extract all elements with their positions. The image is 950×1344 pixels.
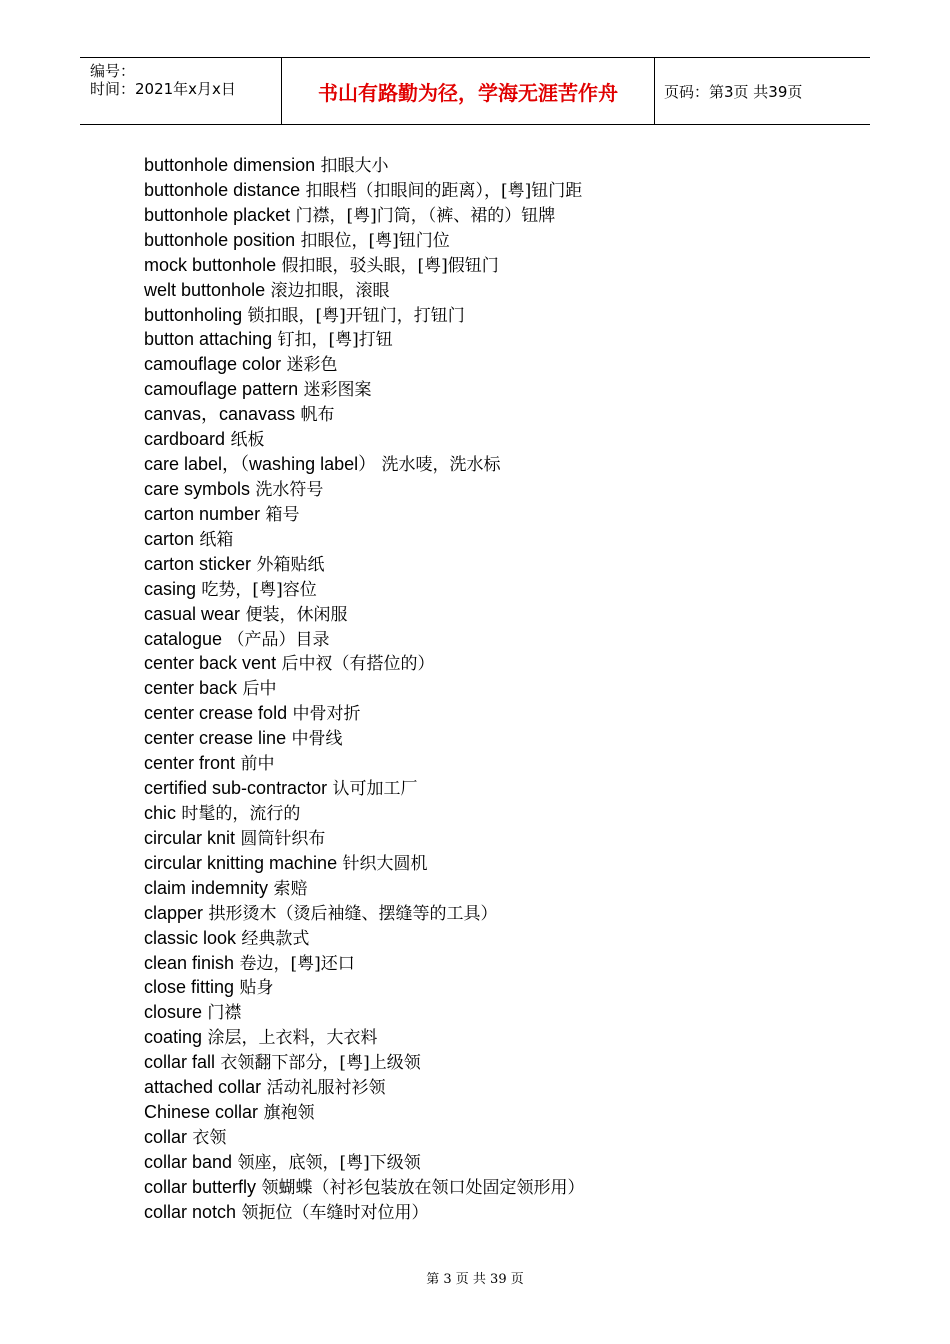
entry-english-term: buttonhole placket — [144, 204, 291, 225]
glossary-entry — [144, 1075, 904, 1100]
glossary-entry — [144, 377, 904, 402]
entry-chinese-translation: 滚边扣眼，滚眼 — [265, 280, 390, 301]
glossary-entry — [144, 926, 904, 951]
entry-chinese-translation: 后中衩（有搭位的） — [276, 654, 435, 675]
entry-chinese-translation: 洗水符号 — [250, 479, 324, 500]
entry-english-term: buttonholing — [144, 304, 243, 325]
entry-chinese-translation: 外箱贴纸 — [251, 554, 325, 575]
entry-chinese-translation: 扣眼档（扣眼间的距离），[粤]钮门距 — [300, 180, 583, 201]
entry-chinese-translation: 活动礼服衬衫领 — [261, 1078, 386, 1099]
glossary-entry — [144, 1050, 904, 1075]
entry-chinese-translation: 针织大圆机 — [337, 853, 428, 874]
glossary-entry — [144, 228, 904, 253]
entry-chinese-translation: 领扼位（车缝时对位用） — [236, 1202, 429, 1223]
entry-chinese-translation: 门襟，[粤]门筒，（裤、裙的）钮牌 — [290, 205, 556, 226]
glossary-entry — [144, 751, 904, 776]
glossary-entry — [144, 527, 904, 552]
entry-chinese-translation: （产品）目录 — [222, 629, 330, 650]
entry-english-term: collar — [144, 1126, 188, 1147]
glossary-entry — [144, 901, 904, 926]
glossary-entry — [144, 975, 904, 1000]
entry-english-term: circular knit — [144, 827, 236, 848]
entry-english-term: catalogue — [144, 628, 223, 649]
entry-chinese-translation: 涂层，上衣料，大衣料 — [202, 1028, 378, 1049]
glossary-entry — [144, 676, 904, 701]
entry-english-term: care symbols — [144, 478, 251, 499]
glossary-entry — [144, 627, 904, 652]
entry-chinese-translation: 衣领 — [187, 1127, 227, 1148]
entry-english-term: closure — [144, 1002, 203, 1023]
entry-chinese-translation: 门襟 — [202, 1003, 242, 1024]
glossary-entry — [144, 253, 904, 278]
glossary-entry — [144, 1200, 904, 1225]
entry-english-term: camouflage pattern — [144, 379, 299, 400]
entry-chinese-translation: 贴身 — [234, 978, 274, 999]
entry-english-term: buttonhole dimension — [144, 155, 316, 175]
document-time-label: 时间：2021年x月x日 — [90, 80, 236, 98]
entry-english-term: collar butterfly — [144, 1176, 257, 1197]
glossary-entry — [144, 826, 904, 851]
glossary-entry — [144, 1000, 904, 1025]
entry-english-term: carton number — [144, 503, 261, 524]
entry-chinese-translation: 假扣眼，驳头眼，[粤]假钮门 — [276, 255, 499, 276]
entry-chinese-translation: 吃势，[粤]容位 — [196, 579, 317, 600]
entry-english-term: buttonhole distance — [144, 179, 301, 200]
entry-chinese-translation: 钉扣，[粤]打钮 — [272, 330, 393, 351]
entry-english-term: casing — [144, 578, 197, 599]
entry-english-term: center front — [144, 753, 236, 774]
glossary-entry — [144, 327, 904, 352]
entry-chinese-translation: 拱形烫木（烫后袖缝、摆缝等的工具） — [203, 903, 498, 924]
entry-english-term: center crease fold — [144, 703, 288, 724]
glossary-entry — [144, 1025, 904, 1050]
entry-chinese-translation: 中骨对折 — [287, 704, 361, 725]
glossary-entry — [144, 651, 904, 676]
entry-english-term: attached collar — [144, 1077, 262, 1098]
header-page-info: 页码：第3页 共39页 — [664, 82, 803, 101]
glossary-entry — [144, 726, 904, 751]
glossary-entry — [144, 303, 904, 328]
entry-english-term: close fitting — [144, 977, 235, 998]
glossary-entry — [144, 502, 904, 527]
glossary-entry — [144, 352, 904, 377]
page-header — [80, 57, 870, 125]
entry-chinese-translation: 洗水唛，洗水标 — [376, 455, 501, 476]
glossary-entry — [144, 801, 904, 826]
header-motto: 书山有路勤为径，学海无涯苦作舟 — [318, 80, 618, 105]
entry-chinese-translation: 领座，底领，[粤]下级领 — [232, 1152, 421, 1173]
entry-english-term: carton sticker — [144, 553, 252, 574]
header-page-cell — [655, 58, 870, 124]
entry-english-term: clean finish — [144, 952, 235, 973]
entry-chinese-translation: 领蝴蝶（衬衫包装放在领口处固定领形用） — [256, 1177, 585, 1198]
entry-english-term: coating — [144, 1027, 203, 1048]
glossary-entry — [144, 1150, 904, 1175]
glossary-entry — [144, 851, 904, 876]
entry-chinese-translation: 箱号 — [260, 504, 300, 525]
glossary-entry — [144, 427, 904, 452]
entry-chinese-translation: 卷边，[粤]还口 — [234, 953, 355, 974]
glossary-entry — [144, 402, 904, 427]
glossary-entry — [144, 1125, 904, 1150]
entry-english-term: claim indemnity — [144, 877, 269, 898]
entry-english-term: buttonhole position — [144, 229, 296, 250]
glossary-entry — [144, 477, 904, 502]
glossary-entry — [144, 951, 904, 976]
entry-english-term: Chinese collar — [144, 1102, 259, 1123]
entry-english-term: camouflage color — [144, 354, 282, 375]
glossary-entry — [144, 552, 904, 577]
entry-english-term: collar notch — [144, 1201, 237, 1222]
entry-chinese-translation: 索赔 — [268, 878, 308, 899]
entry-english-term: clapper — [144, 902, 204, 923]
entry-chinese-translation: 经典款式 — [236, 928, 310, 949]
document-number-label: 编号： — [90, 62, 136, 80]
entry-chinese-translation: 前中 — [235, 754, 275, 775]
entry-chinese-translation: 帆布 — [295, 405, 335, 426]
glossary-entry — [144, 776, 904, 801]
page-footer: 第 3 页 共 39 页 — [426, 1272, 524, 1287]
entry-chinese-translation: 中骨线 — [286, 729, 343, 750]
entry-chinese-translation: 后中 — [237, 679, 277, 700]
entry-english-term: carton — [144, 528, 195, 549]
entry-english-term: welt buttonhole — [144, 279, 266, 300]
entry-chinese-translation: 扣眼大小 — [315, 156, 389, 176]
entry-chinese-translation: 纸箱 — [194, 529, 234, 550]
glossary-entry — [144, 278, 904, 303]
glossary-entry — [144, 452, 904, 477]
entry-english-term: collar fall — [144, 1052, 216, 1073]
glossary-entry — [144, 602, 904, 627]
header-motto-cell — [281, 58, 655, 124]
entry-english-term: button attaching — [144, 329, 273, 350]
header-meta-cell — [80, 58, 281, 124]
entry-english-term: care label，（washing label） — [144, 454, 377, 475]
entry-chinese-translation: 迷彩图案 — [298, 380, 372, 401]
entry-english-term: canvas，canavass — [144, 404, 296, 425]
entry-english-term: circular knitting machine — [144, 852, 338, 873]
entry-chinese-translation: 便装，休闲服 — [240, 604, 348, 625]
entry-english-term: certified sub-contractor — [144, 778, 328, 799]
entry-chinese-translation: 衣领翻下部分，[粤]上级领 — [215, 1053, 421, 1074]
glossary-entry — [144, 203, 904, 228]
entry-english-term: chic — [144, 802, 177, 823]
entry-english-term: center back vent — [144, 653, 277, 674]
entry-chinese-translation: 圆筒针织布 — [235, 828, 326, 849]
entry-english-term: center crease line — [144, 728, 287, 749]
glossary-entry — [144, 701, 904, 726]
entry-english-term: classic look — [144, 927, 237, 948]
entry-english-term: cardboard — [144, 429, 226, 450]
entry-chinese-translation: 锁扣眼，[粤]开钮门，打钮门 — [242, 305, 465, 326]
entry-chinese-translation: 纸板 — [225, 430, 265, 451]
entry-chinese-translation: 旗袍领 — [258, 1103, 315, 1124]
glossary-entry — [144, 178, 904, 203]
entry-chinese-translation: 时髦的，流行的 — [176, 803, 301, 824]
glossary-entry — [144, 1100, 904, 1125]
entry-english-term: center back — [144, 678, 238, 699]
entry-chinese-translation: 迷彩色 — [281, 355, 338, 376]
glossary-list — [144, 153, 904, 1225]
entry-english-term: casual wear — [144, 603, 241, 624]
entry-chinese-translation: 扣眼位，[粤]钮门位 — [295, 230, 450, 251]
entry-chinese-translation: 认可加工厂 — [327, 779, 418, 800]
entry-english-term: mock buttonhole — [144, 254, 277, 275]
glossary-entry — [144, 153, 904, 178]
glossary-entry — [144, 1175, 904, 1200]
glossary-entry — [144, 876, 904, 901]
glossary-entry — [144, 577, 904, 602]
entry-english-term: collar band — [144, 1151, 233, 1172]
